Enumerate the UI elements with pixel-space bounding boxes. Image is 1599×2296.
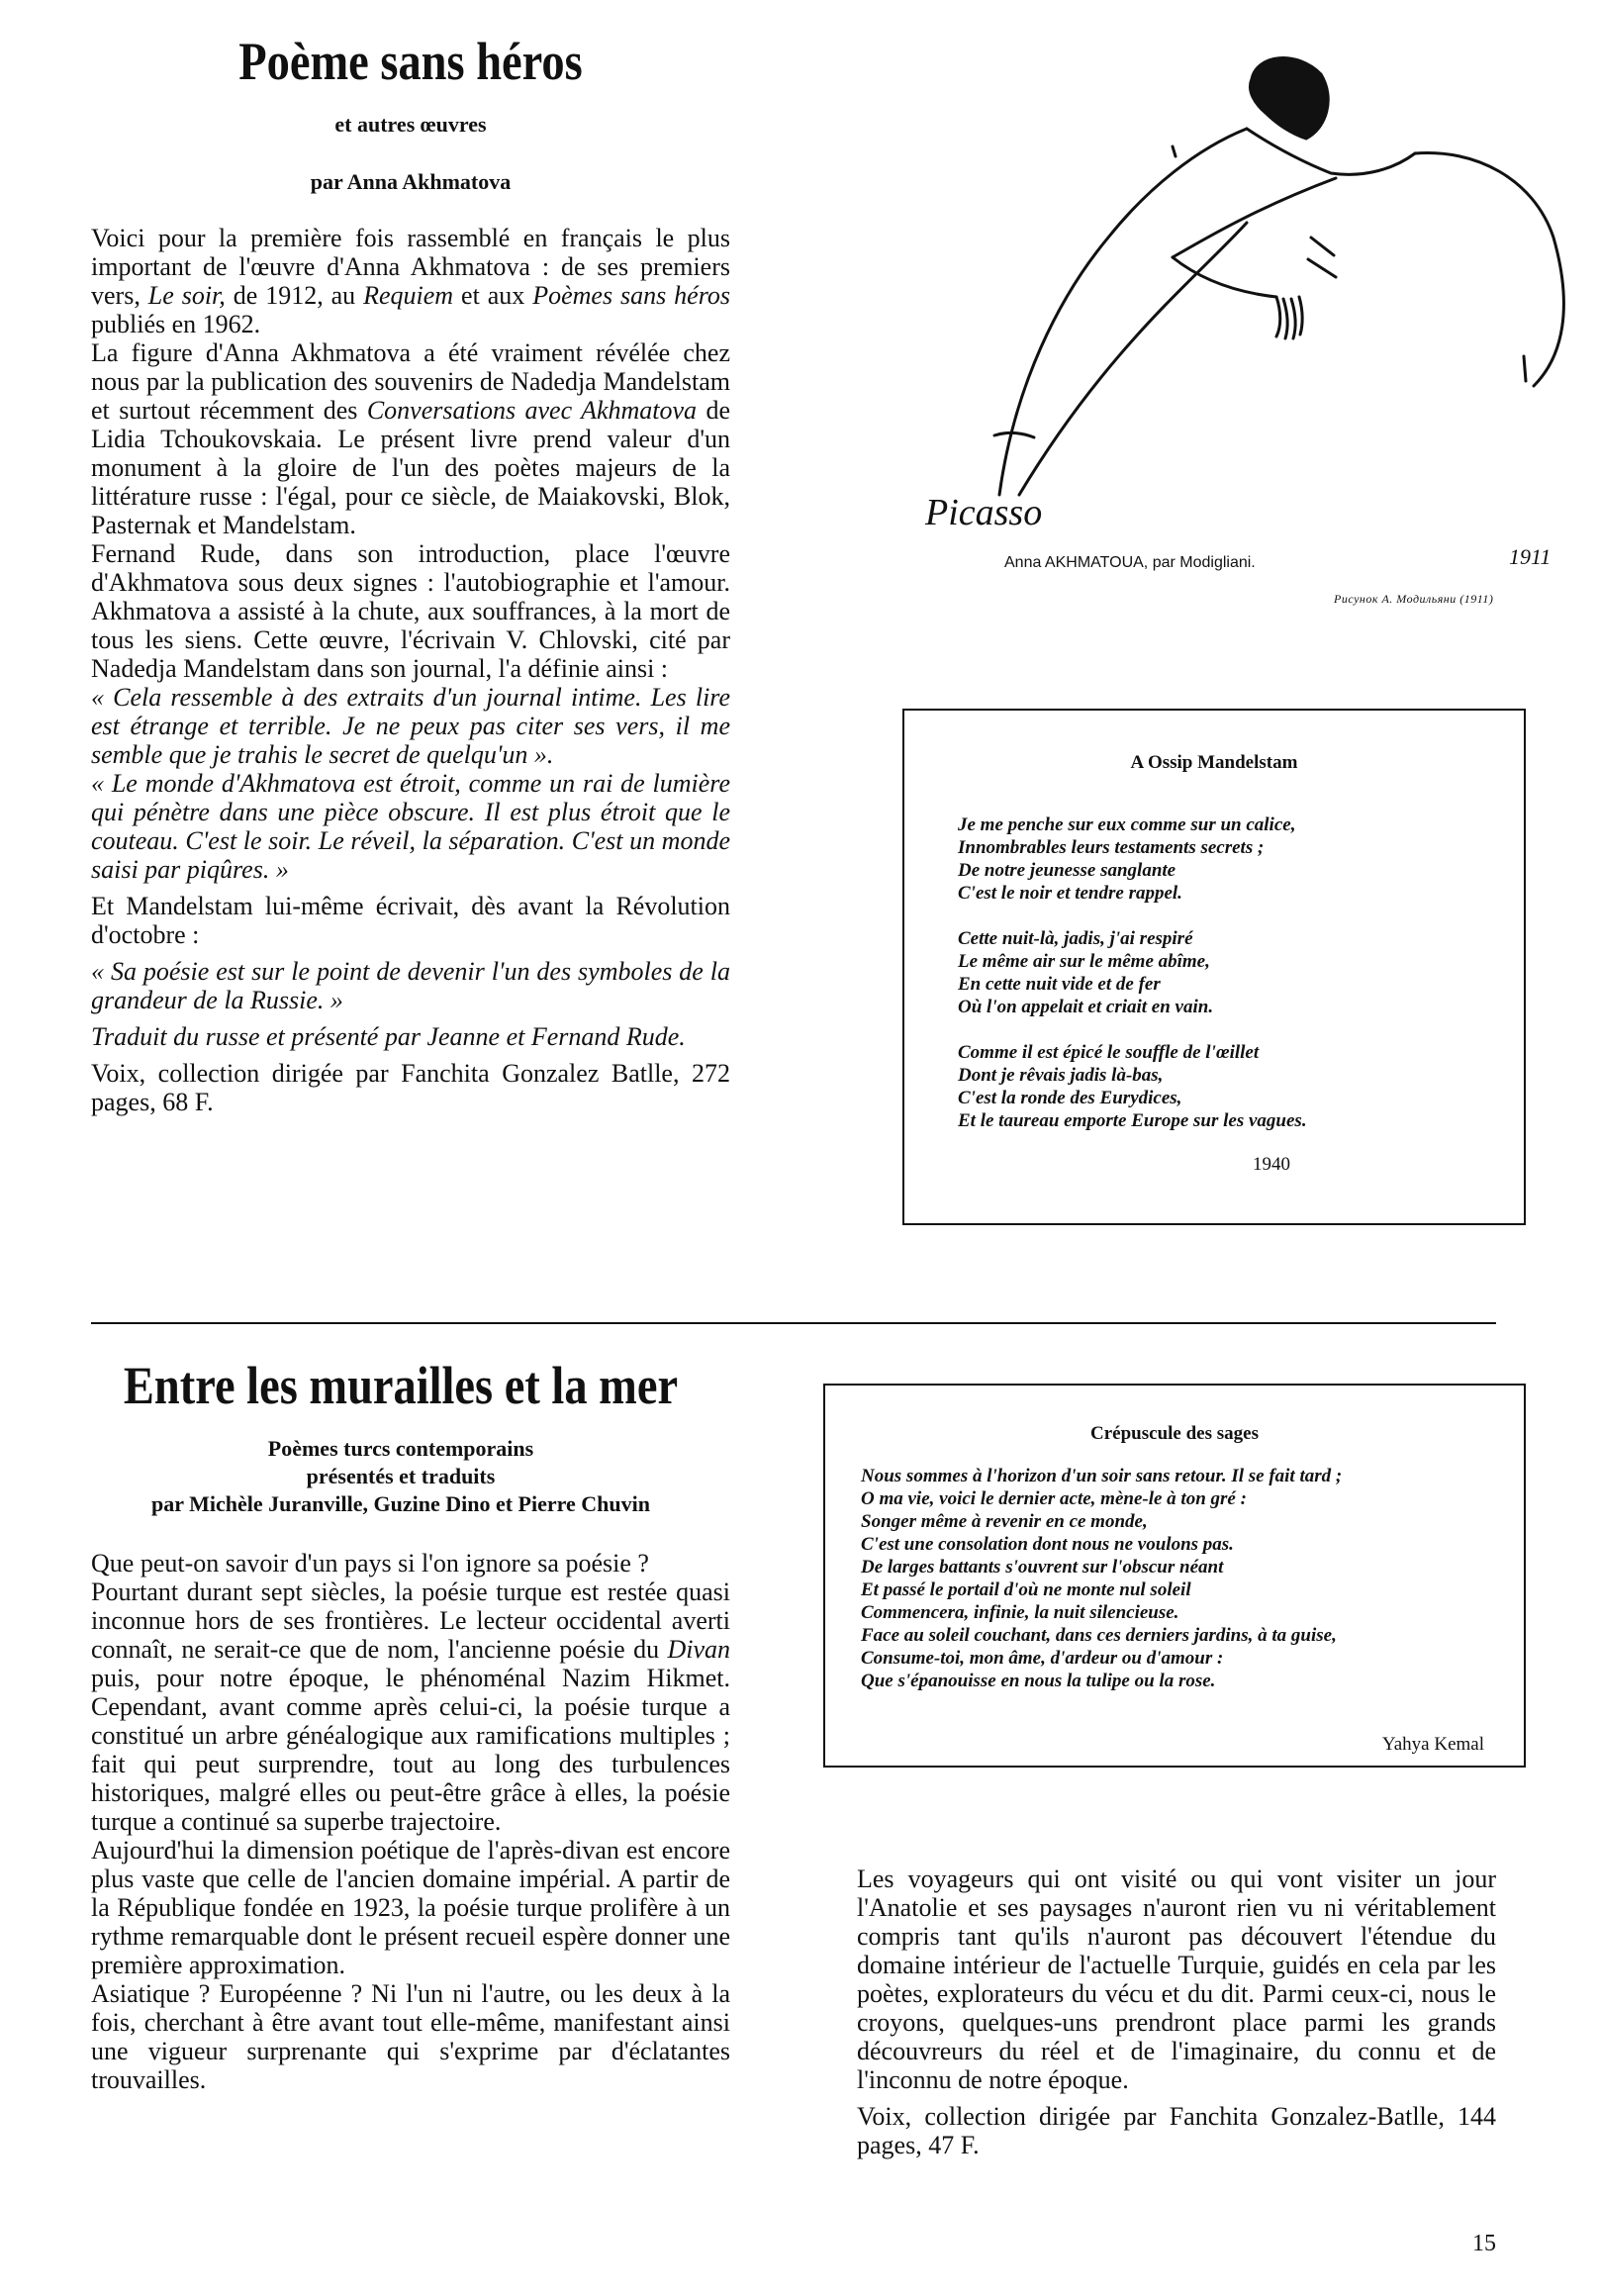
poem-line: Innombrables leurs testaments secrets ; xyxy=(958,837,1265,858)
article1-collection: Voix, collection dirigée par Fanchita Gonzalez Batlle, 272 pages, 68 F. xyxy=(91,1059,730,1116)
article2-body-right xyxy=(857,1865,1496,2159)
poem-line: Que s'épanouisse en nous la tulipe ou la rose. xyxy=(861,1671,1216,1691)
article2-subtitle-2: présentés et traduits xyxy=(306,1464,496,1488)
article1-quote-2: « Le monde d'Akhmatova est étroit, comme un rai de lumière qui pénètre dans une pièce obscure. Il est plus étroit que le couteau. C'est le soir. Le réveil, la séparation. C'est un monde saisi par piqûres. » xyxy=(91,769,730,884)
article2-paragraph-2: Pourtant durant sept siècles, la poésie turque est restée quasi inconnue hors de ses frontières. Le lecteur occidental averti connaît, ne serait-ce que de nom, l'ancienne poésie du Divan puis, pour notre époque, le phénoménal Nazim Hikmet. Cependant, avant comme après celui-ci, la poésie turque a constitué un arbre généalogique aux ramifications multiples ; fait qui peut surprendre, tout au long des turbulences historiques, malgré elles ou peut-être grâce à elles, la poésie turque a continué sa superbe trajectoire. xyxy=(91,1578,730,1836)
article1-author: par Anna Akhmatova xyxy=(310,169,512,194)
illustration-caption-russian: Рисунок А. Модильяни (1911) xyxy=(1334,592,1494,606)
poem-line: C'est la ronde des Eurydices, xyxy=(958,1088,1182,1108)
article1-quote-1: « Cela ressemble à des extraits d'un journal intime. Les lire est étrange et terrible. Je ne peux pas citer ses vers, il me semble que je trahis le secret de quelqu'un ». xyxy=(91,683,730,769)
poem1-stanza xyxy=(958,1041,1482,1132)
poem2-text xyxy=(861,1465,1494,1692)
poem-line: Face au soleil couchant, dans ces derniers jardins, à ta guise, xyxy=(861,1625,1337,1646)
poem-line: Commencera, infinie, la nuit silencieuse. xyxy=(861,1602,1179,1623)
illustration-caption: Anna AKHMATOUA, par Modigliani. xyxy=(1004,554,1256,571)
poem1-stanza xyxy=(958,927,1482,1018)
poem-line: Comme il est épicé le souffle de l'œillet xyxy=(958,1042,1260,1063)
article1-paragraph-3: Fernand Rude, dans son introduction, place l'œuvre d'Akhmatova sous deux signes : l'autobiographie et l'amour. Akhmatova a assisté à la chute, aux souffrances, à la mort de tous les siens. Cette œuvre, l'écrivain V. Chlovski, cité par Nadedja Mandelstam dans son journal, l'a définie ainsi : xyxy=(91,539,730,683)
poem2-box xyxy=(823,1384,1526,1768)
poem1-stanza xyxy=(958,813,1482,905)
poem-line: De larges battants s'ouvrent sur l'obscur néant xyxy=(861,1557,1224,1578)
poem-line: En cette nuit vide et de fer xyxy=(958,974,1161,995)
poem-line: Où l'on appelait et criait en vain. xyxy=(958,997,1214,1017)
article1-paragraph-2: La figure d'Anna Akhmatova a été vraiment révélée chez nous par la publication des souvenirs de Nadedja Mandelstam et surtout récemment des Conversations avec Akhmatova de Lidia Tchoukovskaia. Le présent livre prend valeur d'un monument à la gloire de l'un des poètes majeurs de la littérature russe : l'égal, pour ce siècle, de Maiakovski, Blok, Pasternak et Mandelstam. xyxy=(91,338,730,539)
poem-line: O ma vie, voici le dernier acte, mène-le à ton gré : xyxy=(861,1488,1247,1509)
poem-line: C'est une consolation dont nous ne voulons pas. xyxy=(861,1534,1234,1555)
article1-subtitle: et autres œuvres xyxy=(334,112,487,137)
poem2-title: Crépuscule des sages xyxy=(1090,1423,1259,1444)
article1-translator: Traduit du russe et présenté par Jeanne et Fernand Rude. xyxy=(91,1022,686,1051)
poem-line: Le même air sur le même abîme, xyxy=(958,951,1210,972)
poem-line: Cette nuit-là, jadis, j'ai respiré xyxy=(958,928,1193,949)
article2-paragraph-3: Aujourd'hui la dimension poétique de l'après-divan est encore plus vaste que celle de l'ancien domaine impérial. A partir de la République fondée en 1923, la poésie turque prolifère à un rythme remarquable dont le présent recueil espère donner une première approximation. xyxy=(91,1836,730,1979)
article1-title: Poème sans héros xyxy=(238,32,583,91)
poem1-title: A Ossip Mandelstam xyxy=(1130,752,1298,773)
poem-line: Et passé le portail d'où ne monte nul soleil xyxy=(861,1579,1191,1600)
article2-paragraph-1: Que peut-on savoir d'un pays si l'on ignore sa poésie ? xyxy=(91,1549,649,1578)
modigliani-drawing xyxy=(782,30,1583,564)
poem-line: Consume-toi, mon âme, d'ardeur ou d'amour : xyxy=(861,1648,1224,1669)
article1-paragraph-1: Voici pour la première fois rassemblé en français le plus important de l'œuvre d'Anna Akhmatova : de ses premiers vers, Le soir, de 1912, au Requiem et aux Poèmes sans héros publiés en 1962. xyxy=(91,224,730,338)
drawing-date: 1911 xyxy=(1509,544,1552,564)
poem1-box xyxy=(902,709,1526,1225)
article1-quote-3: « Sa poésie est sur le point de devenir l'un des symboles de la grandeur de la Russie. » xyxy=(91,957,730,1014)
poem-line: Nous sommes à l'horizon d'un soir sans retour. Il se fait tard ; xyxy=(861,1466,1343,1486)
poem-line: Je me penche sur eux comme sur un calice, xyxy=(958,814,1296,835)
poem-line: Et le taureau emporte Europe sur les vagues. xyxy=(958,1110,1307,1131)
article2-paragraph-4: Asiatique ? Européenne ? Ni l'un ni l'autre, ou les deux à la fois, cherchant à être avant tout elle-même, manifestant ainsi une vigueur surprenante qui s'exprime par d'éclatantes trouvailles. xyxy=(91,1979,730,2094)
article2-collection: Voix, collection dirigée par Fanchita Gonzalez-Batlle, 144 pages, 47 F. xyxy=(857,2102,1496,2159)
poem1-text xyxy=(958,813,1482,1132)
poem-line: Dont je rêvais jadis là-bas, xyxy=(958,1065,1164,1086)
article2-subtitle-1: Poèmes turcs contemporains xyxy=(267,1436,534,1461)
page-number: 15 xyxy=(1472,2231,1496,2256)
poem2-author: Yahya Kemal xyxy=(1381,1734,1484,1755)
article2-body-left xyxy=(91,1549,730,2094)
poem1-year: 1940 xyxy=(1253,1154,1290,1175)
article2-title: Entre les murailles et la mer xyxy=(123,1356,679,1415)
article2-authors: par Michèle Juranville, Guzine Dino et Pierre Chuvin xyxy=(151,1491,650,1516)
poem-line: Songer même à revenir en ce monde, xyxy=(861,1511,1148,1532)
drawing-signature: Picasso xyxy=(925,492,1043,533)
article2-paragraph-5: Les voyageurs qui ont visité ou qui vont visiter un jour l'Anatolie et ses paysages n'auront rien vu ni véritablement compris tant qu'ils n'auront pas découvert l'étendue du domaine intérieur de l'actuelle Turquie, guidés en cela par les poètes, explorateurs du vécu et du dit. Parmi ceux-ci, nous le croyons, quelques-uns prendront place parmi les grands découvreurs du réel et de l'imaginaire, du connu et de l'inconnu de notre époque. xyxy=(857,1865,1496,2094)
section-divider xyxy=(91,1322,1496,1324)
article1-body xyxy=(91,224,730,1116)
article1-paragraph-4: Et Mandelstam lui-même écrivait, dès avant la Révolution d'octobre : xyxy=(91,892,730,949)
poem-line: C'est le noir et tendre rappel. xyxy=(958,883,1182,904)
poem-line: De notre jeunesse sanglante xyxy=(958,860,1176,881)
